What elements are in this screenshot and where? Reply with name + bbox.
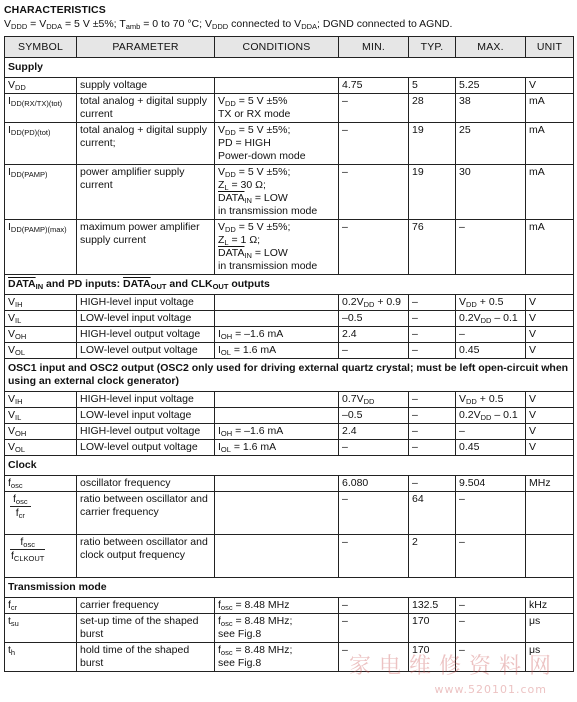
section-data-inputs: $DATA_{IN}$ and PD inputs: $DATA_{OUT}$ and $CLK_{OUT}$ outputs <box>5 275 574 295</box>
max-cell: $0.2V_{DD} - 0.1$ <box>456 311 526 327</box>
section-transmission: Transmission mode <box>5 578 574 598</box>
typ-cell: 5 <box>409 78 456 94</box>
table-row <box>5 408 574 424</box>
max-cell: $V_{DD} + 0.5$ <box>456 295 526 311</box>
header-min: MIN. <box>339 37 409 58</box>
parameter-cell: LOW-level output voltage <box>77 440 215 456</box>
parameter-cell: LOW-level input voltage <box>77 408 215 424</box>
header-unit: UNIT <box>526 37 574 58</box>
symbol-cell: $V_{OL}$ <box>5 343 77 359</box>
test-conditions: $V_{DDD} = V_{DDA} = 5$ V ±5%; $T_{amb} = 0$ to 70 °C; $V_{DDD}$ connected to $V_{DDA}$; DGND connected to AGND. <box>4 18 453 31</box>
symbol-cell: $I_{DD(PAMP)(max)}$ <box>5 220 77 275</box>
table-row <box>5 392 574 408</box>
parameter-cell: HIGH-level output voltage <box>77 327 215 343</box>
parameter-cell: power amplifier supply current <box>77 165 215 220</box>
unit-cell: mA <box>526 123 574 165</box>
parameter-cell: LOW-level output voltage <box>77 343 215 359</box>
conditions-cell: $I_{OH} = -1.6$ mA <box>215 327 339 343</box>
section-row <box>5 578 574 598</box>
typ-cell: 28 <box>409 94 456 123</box>
table-row <box>5 311 574 327</box>
table-row <box>5 327 574 343</box>
characteristics-table <box>4 36 574 672</box>
symbol-cell: $f_{cr}$ <box>5 598 77 614</box>
section-row <box>5 359 574 392</box>
section-row <box>5 275 574 295</box>
min-cell: – <box>339 94 409 123</box>
section-osc: OSC1 input and OSC2 output (OSC2 only used for driving external quartz crystal; must be left open-circuit when using an external clock generator) <box>5 359 574 392</box>
typ-cell: – <box>409 392 456 408</box>
max-cell: $0.2V_{DD} - 0.1$ <box>456 408 526 424</box>
typ-cell: – <box>409 424 456 440</box>
symbol-cell: $V_{OL}$ <box>5 440 77 456</box>
parameter-cell: ratio between oscillator and clock output frequency <box>77 535 215 578</box>
conditions-cell: $V_{DD} = 5$ V ±5%; PD = HIGH Power-down mode <box>215 123 339 165</box>
conditions-cell: $I_{OH} = -1.6$ mA <box>215 424 339 440</box>
symbol-cell: $V_{OH}$ <box>5 424 77 440</box>
section-row <box>5 58 574 78</box>
unit-cell: V <box>526 343 574 359</box>
conditions-cell <box>215 295 339 311</box>
table-row <box>5 220 574 275</box>
conditions-cell <box>215 535 339 578</box>
section-clock: Clock <box>5 456 574 476</box>
unit-cell: V <box>526 392 574 408</box>
max-cell: – <box>456 492 526 535</box>
parameter-cell: carrier frequency <box>77 598 215 614</box>
conditions-cell <box>215 311 339 327</box>
min-cell: –0.5 <box>339 311 409 327</box>
typ-cell: – <box>409 311 456 327</box>
max-cell: 9.504 <box>456 476 526 492</box>
table-row <box>5 343 574 359</box>
unit-cell: μs <box>526 643 574 672</box>
conditions-cell <box>215 476 339 492</box>
max-cell: 0.45 <box>456 440 526 456</box>
min-cell: – <box>339 598 409 614</box>
ratio-fraction: $\frac{f_{osc}}{f_{CLKOUT}}$ <box>11 536 45 563</box>
header-parameter: PARAMETER <box>77 37 215 58</box>
parameter-cell: supply voltage <box>77 78 215 94</box>
unit-cell: V <box>526 311 574 327</box>
parameter-cell: set-up time of the shaped burst <box>77 614 215 643</box>
symbol-cell: $V_{DD}$ <box>5 78 77 94</box>
max-cell: – <box>456 614 526 643</box>
unit-cell <box>526 492 574 535</box>
max-cell: – <box>456 220 526 275</box>
table-row <box>5 165 574 220</box>
table-row <box>5 424 574 440</box>
symbol-cell: $V_{IL}$ <box>5 311 77 327</box>
section-row <box>5 456 574 476</box>
min-cell: $0.7V_{DD}$ <box>339 392 409 408</box>
unit-cell: mA <box>526 165 574 220</box>
conditions-cell <box>215 392 339 408</box>
parameter-cell: HIGH-level output voltage <box>77 424 215 440</box>
header-symbol: SYMBOL <box>5 37 77 58</box>
symbol-cell: $t_h$ <box>5 643 77 672</box>
unit-cell: kHz <box>526 598 574 614</box>
min-cell: – <box>339 165 409 220</box>
typ-cell: 2 <box>409 535 456 578</box>
unit-cell: V <box>526 440 574 456</box>
table-row <box>5 535 574 578</box>
min-cell: – <box>339 440 409 456</box>
min-cell: – <box>339 492 409 535</box>
page-title: CHARACTERISTICS <box>4 4 106 16</box>
unit-cell: mA <box>526 220 574 275</box>
table-row <box>5 94 574 123</box>
section-supply: Supply <box>5 58 574 78</box>
table-row <box>5 614 574 643</box>
max-cell: – <box>456 535 526 578</box>
conditions-cell: $I_{OL} = 1.6$ mA <box>215 343 339 359</box>
min-cell: $0.2V_{DD} + 0.9$ <box>339 295 409 311</box>
table-row <box>5 476 574 492</box>
min-cell: – <box>339 123 409 165</box>
min-cell: – <box>339 220 409 275</box>
watermark-url: www.520101.com <box>434 683 547 696</box>
min-cell: 2.4 <box>339 424 409 440</box>
typ-cell: 132.5 <box>409 598 456 614</box>
max-cell: 5.25 <box>456 78 526 94</box>
parameter-cell: LOW-level input voltage <box>77 311 215 327</box>
parameter-cell: oscillator frequency <box>77 476 215 492</box>
conditions-cell: $V_{DD} = 5$ V ±5%; $Z_L = 1$ Ω; $DATA_{IN}$ = LOW in transmission mode <box>215 220 339 275</box>
table-row <box>5 598 574 614</box>
min-cell: 4.75 <box>339 78 409 94</box>
symbol-cell: $f_{osc}$ <box>5 476 77 492</box>
conditions-cell <box>215 492 339 535</box>
min-cell: – <box>339 614 409 643</box>
min-cell: – <box>339 343 409 359</box>
header-typ: TYP. <box>409 37 456 58</box>
symbol-cell <box>5 535 77 578</box>
table-row <box>5 123 574 165</box>
parameter-cell: ratio between oscillator and carrier frequency <box>77 492 215 535</box>
table-row <box>5 295 574 311</box>
parameter-cell: hold time of the shaped burst <box>77 643 215 672</box>
conditions-cell: $f_{osc} = 8.48$ MHz; see Fig.8 <box>215 614 339 643</box>
typ-cell: 170 <box>409 614 456 643</box>
typ-cell: – <box>409 408 456 424</box>
min-cell: – <box>339 535 409 578</box>
max-cell: 25 <box>456 123 526 165</box>
typ-cell: 170 <box>409 643 456 672</box>
symbol-cell <box>5 492 77 535</box>
conditions-cell: $f_{osc} = 8.48$ MHz <box>215 598 339 614</box>
parameter-cell: maximum power amplifier supply current <box>77 220 215 275</box>
max-cell: $V_{DD} + 0.5$ <box>456 392 526 408</box>
min-cell: 2.4 <box>339 327 409 343</box>
conditions-cell: $I_{OL} = 1.6$ mA <box>215 440 339 456</box>
max-cell: 30 <box>456 165 526 220</box>
conditions-cell: $V_{DD} = 5$ V ±5%; $Z_L = 30$ Ω; $DATA_{IN}$ = LOW in transmission mode <box>215 165 339 220</box>
max-cell: – <box>456 424 526 440</box>
header-conditions: CONDITIONS <box>215 37 339 58</box>
typ-cell: 76 <box>409 220 456 275</box>
conditions-cell <box>215 78 339 94</box>
min-cell: –0.5 <box>339 408 409 424</box>
unit-cell: μs <box>526 614 574 643</box>
max-cell: 0.45 <box>456 343 526 359</box>
ratio-fraction: $\frac{f_{osc}}{f_{cr}}$ <box>10 493 31 520</box>
conditions-cell: $f_{osc} = 8.48$ MHz; see Fig.8 <box>215 643 339 672</box>
unit-cell: V <box>526 327 574 343</box>
parameter-cell: HIGH-level input voltage <box>77 392 215 408</box>
parameter-cell: total analog + digital supply current <box>77 94 215 123</box>
min-cell: 6.080 <box>339 476 409 492</box>
parameter-cell: HIGH-level input voltage <box>77 295 215 311</box>
max-cell: – <box>456 598 526 614</box>
unit-cell <box>526 535 574 578</box>
unit-cell: V <box>526 408 574 424</box>
watermark-text: 家电维修资料网 <box>348 654 559 679</box>
symbol-cell: $I_{DD(PD)(tot)}$ <box>5 123 77 165</box>
conditions-cell <box>215 408 339 424</box>
header-row <box>5 37 574 58</box>
typ-cell: 19 <box>409 123 456 165</box>
table-row <box>5 492 574 535</box>
symbol-cell: $V_{IH}$ <box>5 392 77 408</box>
symbol-cell: $V_{IH}$ <box>5 295 77 311</box>
symbol-cell: $I_{DD(RX/TX)(tot)}$ <box>5 94 77 123</box>
unit-cell: V <box>526 78 574 94</box>
max-cell: – <box>456 327 526 343</box>
table-row <box>5 78 574 94</box>
unit-cell: V <box>526 424 574 440</box>
min-cell: – <box>339 643 409 672</box>
unit-cell: V <box>526 295 574 311</box>
typ-cell: – <box>409 476 456 492</box>
table-row <box>5 440 574 456</box>
max-cell: 38 <box>456 94 526 123</box>
typ-cell: – <box>409 295 456 311</box>
typ-cell: 19 <box>409 165 456 220</box>
symbol-cell: $I_{DD(PAMP)}$ <box>5 165 77 220</box>
header-max: MAX. <box>456 37 526 58</box>
conditions-cell: $V_{DD} = 5$ V ±5% TX or RX mode <box>215 94 339 123</box>
symbol-cell: $V_{IL}$ <box>5 408 77 424</box>
typ-cell: 64 <box>409 492 456 535</box>
symbol-cell: $V_{OH}$ <box>5 327 77 343</box>
typ-cell: – <box>409 440 456 456</box>
typ-cell: – <box>409 327 456 343</box>
max-cell: – <box>456 643 526 672</box>
unit-cell: mA <box>526 94 574 123</box>
typ-cell: – <box>409 343 456 359</box>
parameter-cell: total analog + digital supply current; <box>77 123 215 165</box>
symbol-cell: $t_{su}$ <box>5 614 77 643</box>
unit-cell: MHz <box>526 476 574 492</box>
